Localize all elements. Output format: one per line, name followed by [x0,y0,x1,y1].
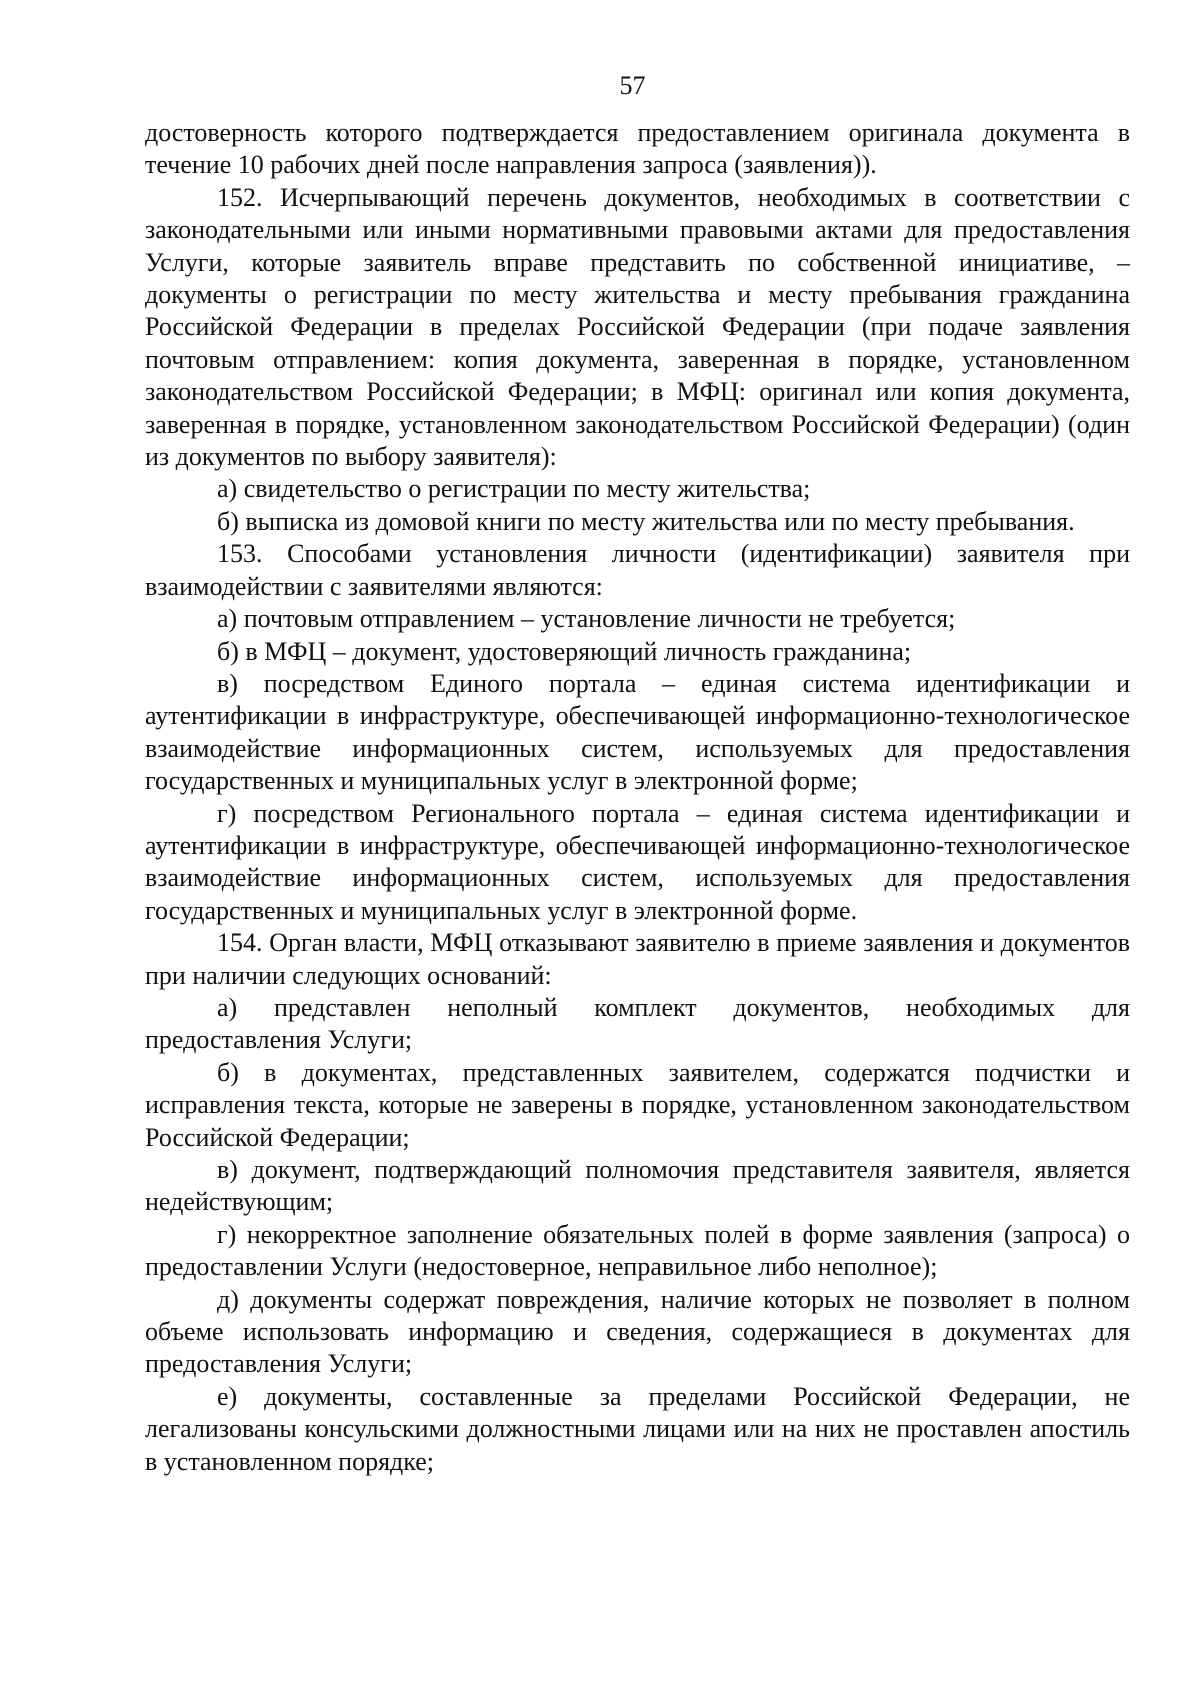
list-item-152-a: а) свидетельство о регистрации по месту жительства; [217,474,811,504]
list-item-154-g: г) некорректное заполнение обязательных полей в форме заявления (запроса) о предоставлении Услуги (недостоверное, неправильное либо неполное); [145,1219,1130,1282]
list-item-153-b: б) в МФЦ – документ, удостоверяющий личность гражданина; [217,636,912,666]
list-item-154-b: б) в документах, представленных заявителем, содержатся подчистки и исправления текста, которые не заверены в порядке, установленном законодательством Российской Федерации; [145,1057,1130,1152]
list-item-152-b: б) выписка из домовой книги по месту жительства или по месту пребывания. [217,506,1075,536]
document-body [145,117,1130,1478]
list-item-153-v: в) посредством Единого портала – единая система идентификации и аутентификации в инфраструктуре, обеспечивающей информационно-технологическое взаимодействие информационных систем, используемых для предоставления государственных и муниципальных услуг в электронной форме; [145,668,1130,796]
list-item-154-v: в) документ, подтверждающий полномочия представителя заявителя, является недействующим; [145,1155,1130,1217]
list-item-153-a: а) почтовым отправлением – установление личности не требуется; [217,604,956,634]
paragraph-153: 153. Способами установления личности (идентификации) заявителя при взаимодействии с заявителями являются: [145,539,1130,601]
list-item-153-g: г) посредством Регионального портала – единая система идентификации и аутентификации в инфраструктуре, обеспечивающей информационно-технологическое взаимодействие информационных систем, используемых для предоставления государственных и муниципальных услуг в электронной форме. [145,798,1130,925]
list-item-154-a: а) представлен неполный комплект документов, необходимых для предоставления Услуги; [145,992,1130,1055]
paragraph-152: 152. Исчерпывающий перечень документов, необходимых в соответствии с законодательными или иными нормативными правовыми актами для предоставления Услуги, которые заявитель вправе представить по собственной инициативе, – документы о регистрации по месту жительства и месту пребывания гражданина Российской Федерации в пределах Российской Федерации (при подаче заявления почтовым отправлением: копия документа, заверенная в порядке, установленном законодательством Российской Федерации; в МФЦ: оригинал или копия документа, заверенная в порядке, установленном законодательством Российской Федерации) (один из документов по выбору заявителя): [145,182,1130,472]
page-number: 57 [619,71,646,100]
paragraph-continuation: достоверность которого подтверждается предоставлением оригинала документа в течение 10 рабочих дней после направления запроса (заявления)). [145,118,1130,180]
list-item-154-e: е) документы, составленные за пределами Российской Федерации, не легализованы консульскими должностными лицами или на них не проставлен апостиль в установленном порядке; [145,1381,1130,1476]
paragraph-154: 154. Орган власти, МФЦ отказывают заявителю в приеме заявления и документов при наличии следующих оснований: [145,928,1130,990]
list-item-154-d: д) документы содержат повреждения, наличие которых не позволяет в полном объеме использовать информацию и сведения, содержащиеся в документах для предоставления Услуги; [145,1284,1130,1379]
